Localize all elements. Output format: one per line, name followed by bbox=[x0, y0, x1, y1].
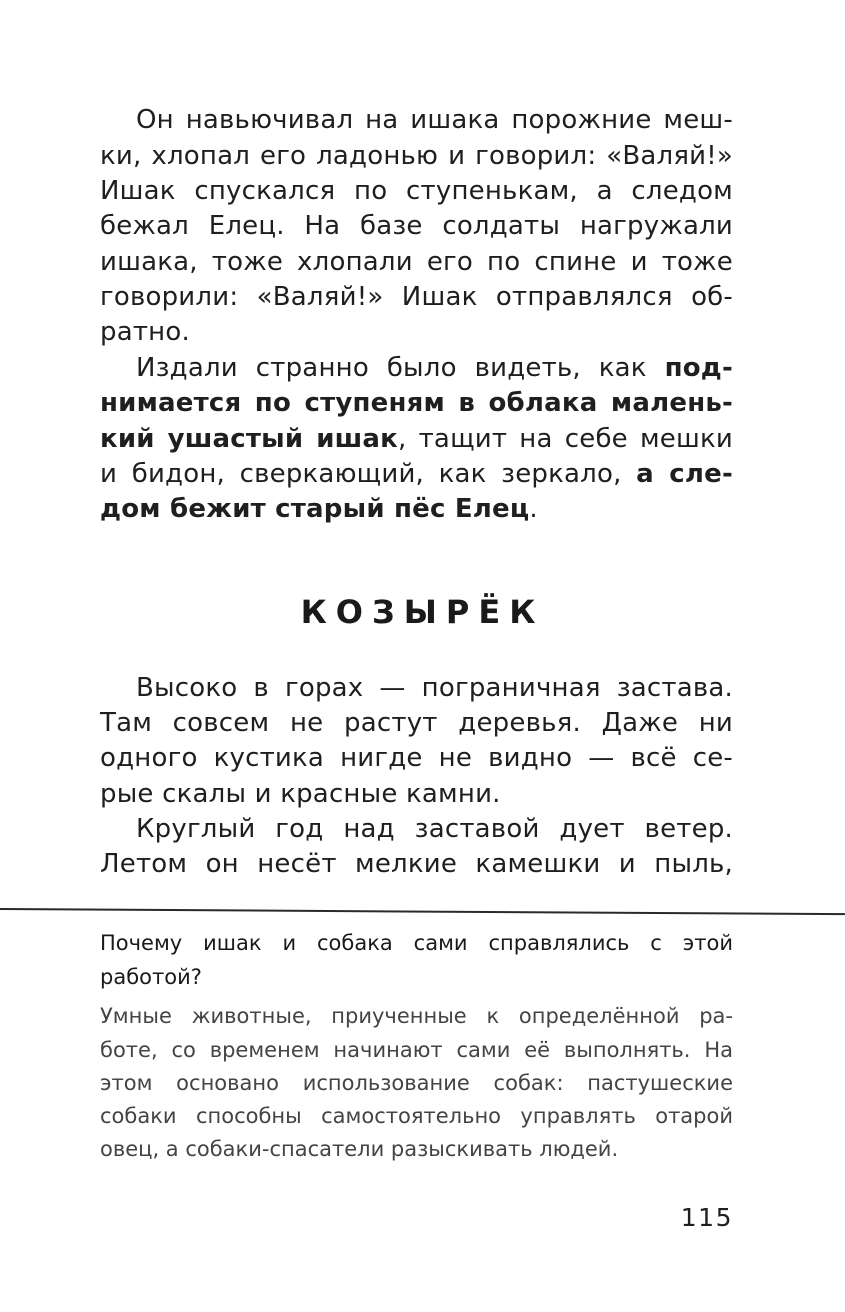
p2-bold-text: под- bbox=[664, 353, 733, 383]
p2-bold-text: дом бежит старый пёс Елец bbox=[100, 494, 530, 524]
story2-line-6: Летом он несёт мелкие камешки и пыль, bbox=[100, 849, 733, 879]
p2-text: . bbox=[529, 494, 538, 524]
story2-line-5: Круглый год над заставой дует ветер. bbox=[136, 814, 733, 844]
sidebar-question-line-2: работой? bbox=[100, 965, 202, 989]
story1-line-2: ки, хлопал его ладонью и говорил: «Валяй!» bbox=[100, 141, 733, 171]
p2-bold-text: а сле- bbox=[636, 459, 733, 489]
sidebar-answer-line-1: Умные животные, приученные к определённой ра- bbox=[100, 1004, 733, 1028]
sidebar-answer-line-3: этом основано использование собак: пастушеские bbox=[100, 1071, 733, 1095]
page-number: 115 bbox=[680, 1203, 733, 1232]
story2-line-4: рые скалы и красные камни. bbox=[100, 779, 501, 809]
chapter-title: КОЗЫРЁК bbox=[300, 593, 545, 631]
story1-line-6: говорили: «Валяй!» Ишак отправлялся об- bbox=[100, 282, 733, 312]
story1-p2-line-5 bbox=[100, 491, 733, 527]
p2-text: , тащит на себе мешки bbox=[398, 424, 733, 454]
story1-p2-line-3 bbox=[100, 421, 733, 457]
p2-bold-text: кий ушастый ишак bbox=[100, 424, 399, 454]
story1-line-4: бежал Елец. На базе солдаты нагружали bbox=[100, 211, 733, 241]
story1-p2-line-1 bbox=[100, 350, 733, 386]
p2-text: Издали странно было видеть, как bbox=[136, 353, 665, 383]
story2-line-2: Там совсем не растут деревья. Даже ни bbox=[100, 708, 733, 738]
story1-p2-line-4 bbox=[100, 456, 733, 492]
story1-line-7: ратно. bbox=[100, 317, 190, 347]
p2-text: и бидон, сверкающий, как зеркало, bbox=[100, 459, 637, 489]
story1-line-5: ишака, тоже хлопали его по спине и тоже bbox=[100, 247, 733, 277]
sidebar-answer-line-2: боте, со временем начинают сами её выполнять. На bbox=[100, 1038, 733, 1062]
sidebar-divider bbox=[0, 908, 845, 915]
sidebar-answer-line-4: собаки способны самостоятельно управлять отарой bbox=[100, 1104, 733, 1128]
story1-line-3: Ишак спускался по ступенькам, а следом bbox=[100, 176, 733, 206]
sidebar-answer-line-5: овец, а собаки-спасатели разыскивать людей. bbox=[100, 1137, 619, 1161]
story2-line-1: Высоко в горах — пограничная застава. bbox=[136, 673, 733, 703]
story2-line-3: одного кустика нигде не видно — всё се- bbox=[100, 743, 733, 773]
sidebar-question-line-1: Почему ишак и собака сами справлялись с этой bbox=[100, 931, 733, 955]
story1-p2-line-2: нимается по ступеням в облака малень- bbox=[100, 388, 733, 418]
story1-line-1: Он навьючивал на ишака порожние меш- bbox=[136, 105, 733, 135]
